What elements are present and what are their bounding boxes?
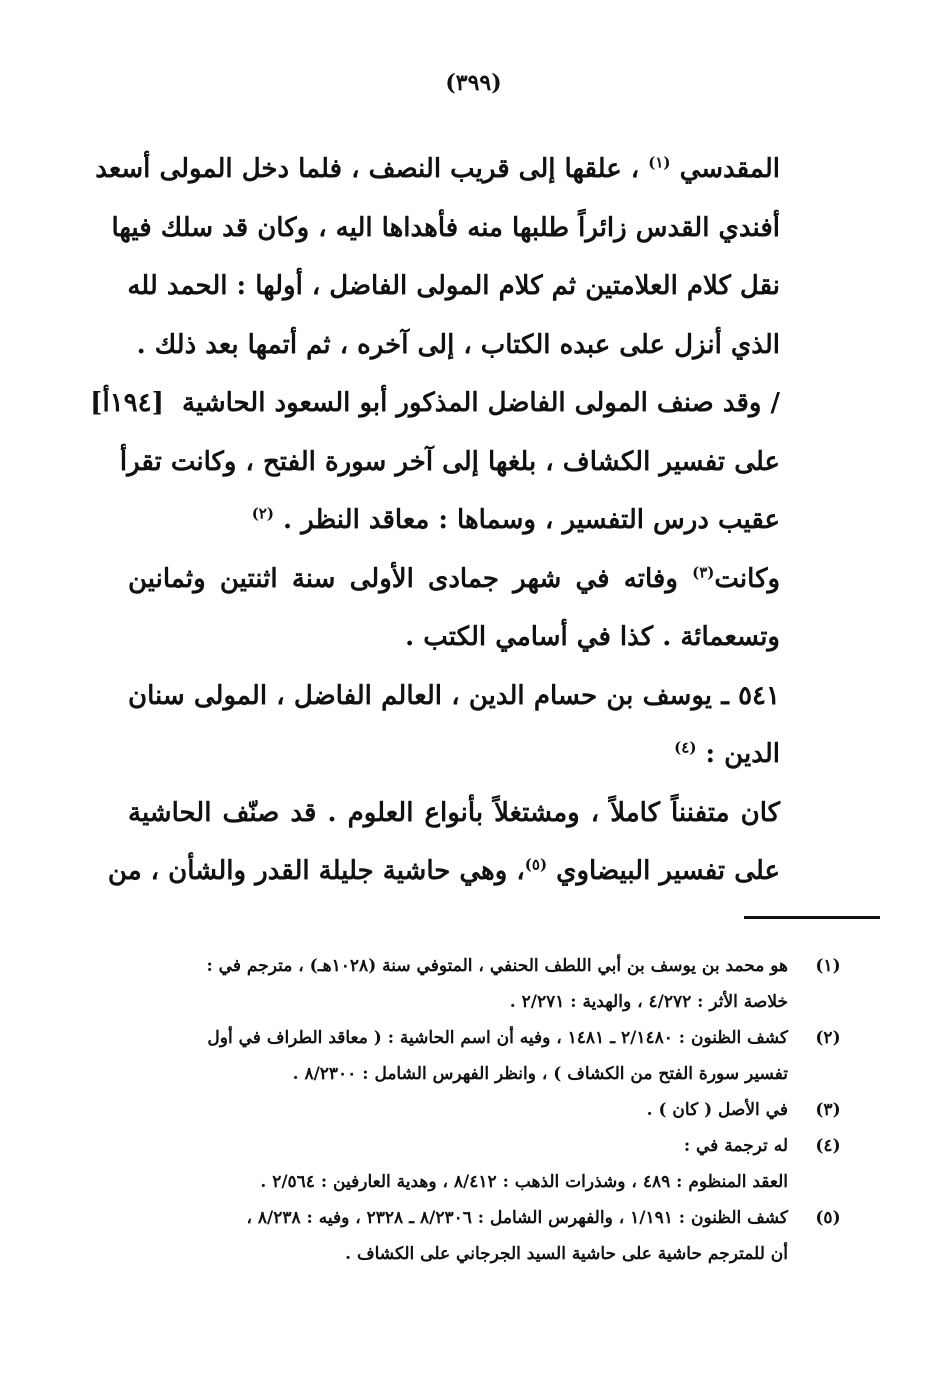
footnote-marker[interactable]: (١) xyxy=(648,153,671,172)
footnote-line: في الأصل ( كان ) . xyxy=(646,1100,788,1120)
text-line: الذي أنزل على عبده الكتاب ، إلى آخره ، ثم أتمها بعد ذلك . xyxy=(136,329,780,360)
text-line: وتسعمائة . كذا في أسامي الكتب . xyxy=(405,622,780,652)
footnote-marker[interactable]: (٥) xyxy=(524,855,548,874)
text-segment: ، وهي حاشية جليلة القدر والشأن ، من xyxy=(107,856,525,886)
footnote-line: كشف الظنون : ١/١٩١ ، والفهرس الشامل : ٨/٢٣٠٦ ـ ٢٣٢٨ ، وفيه : ٨/٢٣٨ ، xyxy=(246,1208,788,1228)
text-segment: المقدسي xyxy=(670,154,780,184)
footnote-separator xyxy=(744,916,880,919)
footnote-marker[interactable]: (٤) xyxy=(674,738,697,757)
footnote-line: العقد المنظوم : ٤٨٩ ، وشذرات الذهب : ٨/٤١٢ ، وهدية العارفين : ٢/٥٦٤ . xyxy=(260,1172,788,1192)
page-number: (٣٩٩) xyxy=(445,70,502,96)
text-segment: وفاته في شهر جمادى الأولى سنة اثنتين وثمانين xyxy=(128,563,678,594)
text-segment: / وقد صنف المولى الفاضل المذكور أبو السعود الحاشية xyxy=(182,388,780,418)
footnote-text xyxy=(128,1020,788,1092)
entry-title: يوسف بن حسام الدين ، العالم الفاضل ، المولى سنان xyxy=(128,680,712,711)
footnote-line: له ترجمة في : xyxy=(683,1136,788,1156)
footnote xyxy=(128,1092,868,1128)
footnote xyxy=(128,1200,868,1272)
text-segment: على تفسير البيضاوي xyxy=(556,856,780,886)
text-line: كان متفنناً كاملاً ، ومشتغلاً بأنواع العلوم . قد صنّف الحاشية xyxy=(128,797,780,828)
text-line xyxy=(95,140,780,199)
footnote-text xyxy=(128,948,788,1020)
entry-title: الدين : xyxy=(705,739,780,769)
main-text xyxy=(90,140,780,901)
entry-heading xyxy=(128,667,780,726)
footnote-line: هو محمد بن يوسف بن أبي اللطف الحنفي ، المتوفي سنة (١٠٢٨هـ) ، مترجم في : xyxy=(206,956,788,976)
text-segment xyxy=(95,154,780,184)
text-segment: ، علقها إلى قريب النصف ، فلما دخل المولى أسعد xyxy=(95,154,649,184)
footnote-marker[interactable]: (٢) xyxy=(251,504,274,523)
footnote xyxy=(128,948,868,1020)
text-segment: عقيب درس التفسير ، وسماها : معاقد النظر . xyxy=(283,505,780,535)
text-line: أفندي القدس زائراً طلبها منه فأهداها اليه ، وكان قد سلك فيها xyxy=(111,212,780,243)
footnote-text xyxy=(128,1128,788,1200)
text-line xyxy=(107,842,780,901)
entry-heading-cont xyxy=(128,725,780,784)
footnote-line: تفسير سورة الفتح من الكشاف ) ، وانظر الفهرس الشامل : ٨/٢٣٠٠ . xyxy=(292,1064,788,1084)
entry-number: ٥٤١ ـ xyxy=(721,680,780,711)
footnote-number: (٤) xyxy=(815,1136,841,1156)
footnote xyxy=(128,1020,868,1092)
footnotes xyxy=(128,948,868,1272)
footnote xyxy=(128,1128,868,1200)
text-line xyxy=(90,374,780,433)
footnote-marker[interactable]: (٣) xyxy=(692,562,715,581)
folio-marker: [١٩٤أ] xyxy=(90,388,164,418)
footnote-number: (٢) xyxy=(815,1028,841,1048)
footnote-number: (٣) xyxy=(815,1100,841,1120)
text-line: على تفسير الكشاف ، بلغها إلى آخر سورة الفتح ، وكانت تقرأ xyxy=(119,446,780,477)
footnote-line: أن للمترجم حاشية على حاشية السيد الجرجاني على الكشاف . xyxy=(345,1244,788,1264)
footnote-text xyxy=(128,1200,788,1272)
footnote-number: (١) xyxy=(815,956,841,976)
text-line xyxy=(128,491,780,550)
footnote-number: (٥) xyxy=(815,1208,841,1228)
footnote-line: كشف الظنون : ٢/١٤٨٠ ـ ١٤٨١ ، وفيه أن اسم الحاشية : ( معاقد الطراف في أول xyxy=(207,1028,788,1048)
text-line xyxy=(128,550,780,609)
footnote-text xyxy=(128,1092,788,1128)
text-line: نقل كلام العلامتين ثم كلام المولى الفاضل ، أولها : الحمد لله xyxy=(127,271,780,301)
footnote-line: خلاصة الأثر : ٤/٢٧٢ ، والهدية : ٢/٢٧١ . xyxy=(509,992,788,1012)
text-segment: وكانت xyxy=(714,563,780,594)
